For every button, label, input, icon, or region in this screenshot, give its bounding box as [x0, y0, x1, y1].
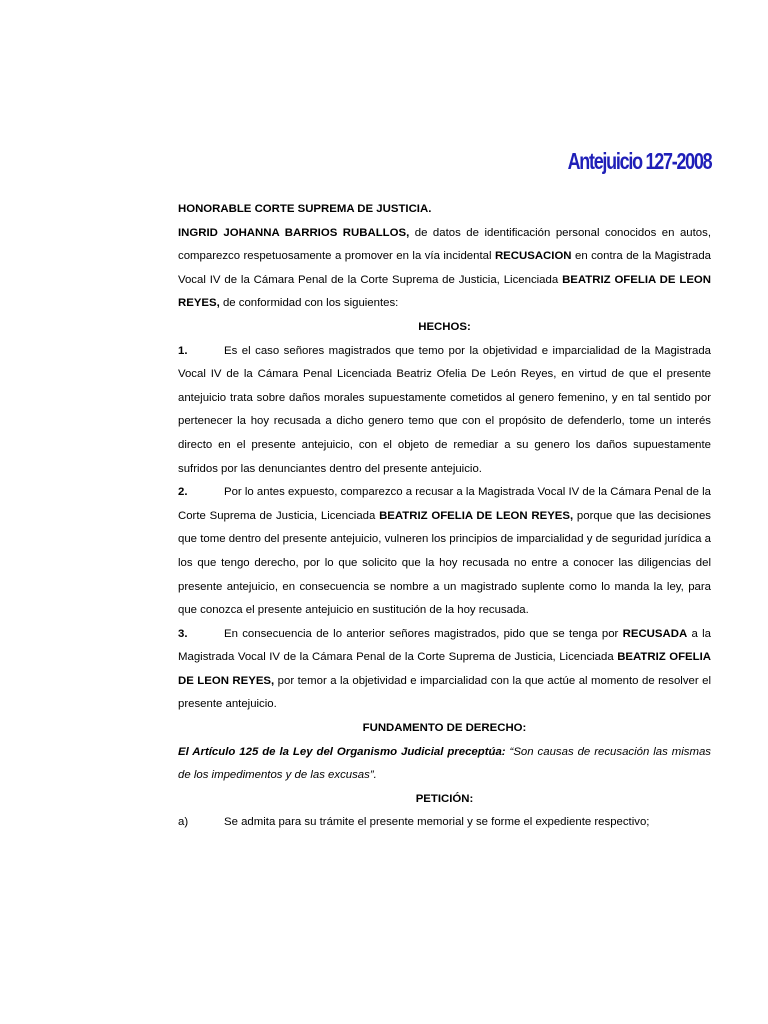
hecho-1: [178, 340, 711, 482]
case-reference-title: Antejuicio 127-2008: [567, 148, 711, 174]
recusada-term: RECUSADA: [622, 627, 688, 640]
peticion-a-text: Se admita para su trámite el presente memorial y se forme el expediente respectivo;: [224, 816, 650, 829]
document-body: [178, 198, 711, 835]
peticion-heading: PETICIÓN:: [415, 792, 474, 805]
law-citation: El Artículo 125 de la Ley del Organismo Judicial preceptúa:: [178, 745, 506, 758]
hecho-3-text-2: a la Magistrada Vocal IV de la Cámara Penal de la Corte Suprema de Justicia, Licenciada: [178, 627, 711, 664]
intro-text-3: de conformidad con los siguientes:: [219, 297, 399, 310]
law-quote: “Son causas de recusación las mismas de los impedimentos y de las excusas”.: [178, 745, 711, 782]
fundamento-paragraph: [178, 741, 711, 788]
intro-text-2: en contra de la Magistrada Vocal IV de la Cámara Penal de la Corte Suprema de Justicia, Licenciada: [178, 250, 711, 286]
hecho-1-text: Es el caso señores magistrados que temo por la objetividad e imparcialidad de la Magistrada Vocal IV de la Cámara Penal Licenciada Beatriz Ofelia De León Reyes, en virtud de que el presente antejuicio trata sobre daños morales supuestamente cometidos al genero femenino, y en tal sentido por pertenecer la hoy recusada a dicho genero temo que con el propósito de defenderlo, tome un interés directo en el presente antejuicio, con el objeto de remediar a su genero los daños supuestamente sufridos por las denunciantes dentro del presente antejuicio.: [178, 344, 711, 475]
hecho-3-judge-name: BEATRIZ OFELIA DE LEON REYES,: [178, 651, 711, 687]
intro-text-1: de datos de identificación personal conocidos en autos, comparezco respetuosamente a promover en la vía incidental: [178, 226, 712, 263]
petitioner-name: INGRID JOHANNA BARRIOS RUBALLOS,: [178, 226, 410, 239]
judge-name: BEATRIZ OFELIA DE LEON REYES,: [178, 273, 711, 310]
fundamento-heading: FUNDAMENTO DE DERECHO:: [362, 722, 527, 735]
hechos-heading: HECHOS:: [418, 320, 471, 333]
hecho-2: [178, 481, 711, 623]
hecho-2-text-2: porque que las decisiones que tome dentro del presente antejuicio, vulneren los principios de imparcialidad y de seguridad jurídica a los que tengo derecho, por lo que solicito que la hoy recusada no entre a conocer las diligencias del presente antejuicio, en consecuencia se nombre a un magistrado suplente como lo manda la ley, para que conozca el presente antejuicio en sustitución de la hoy recusada.: [178, 509, 711, 617]
hecho-2-judge-name: BEATRIZ OFELIA DE LEON REYES,: [379, 509, 574, 522]
peticion-a-label: a): [178, 816, 189, 829]
peticion-item-a: [178, 811, 711, 835]
hecho-2-text-1: Por lo antes expuesto, comparezco a recusar a la Magistrada Vocal IV de la Cámara Penal de la Corte Suprema de Justicia, Licenciada: [178, 486, 711, 522]
hecho-1-number: 1.: [178, 344, 188, 357]
hecho-2-number: 2.: [178, 486, 188, 499]
addressee: HONORABLE CORTE SUPREMA DE JUSTICIA.: [178, 203, 432, 215]
intro-paragraph: [178, 222, 711, 316]
hecho-3-number: 3.: [178, 627, 188, 640]
hecho-3-text-3: por temor a la objetividad e imparcialidad con la que actúe al momento de resolver el presente antejuicio.: [178, 674, 711, 711]
recusacion-term: RECUSACION: [494, 250, 572, 263]
hecho-3: [178, 623, 711, 717]
hecho-3-text-1: En consecuencia de lo anterior señores magistrados, pido que se tenga por: [224, 627, 623, 640]
